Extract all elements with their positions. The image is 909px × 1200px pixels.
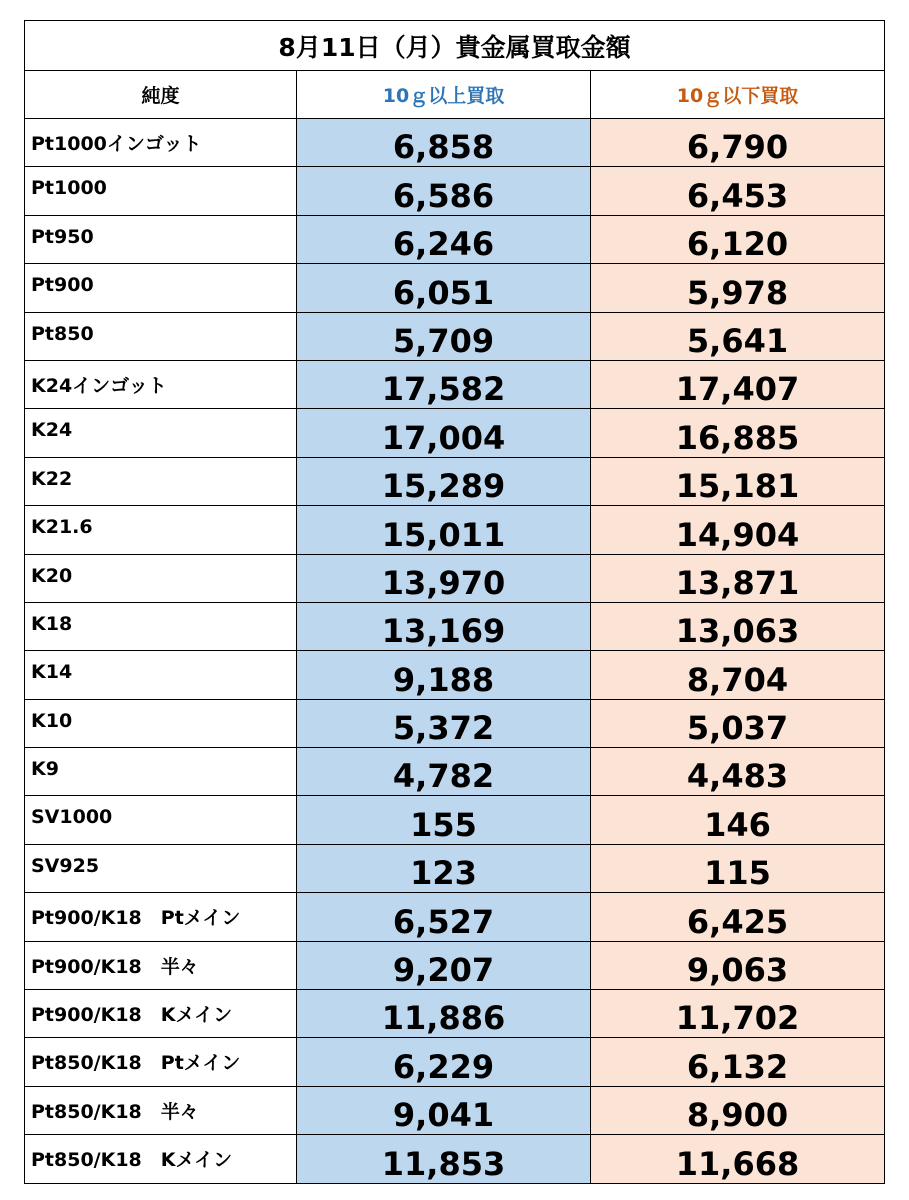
table-row [25, 748, 885, 796]
price-over-10g-cell: 11,886 [297, 990, 591, 1038]
purity-cell: Pt850/K18 Kメイン [25, 1135, 297, 1183]
price-under-10g-cell: 4,483 [591, 748, 885, 796]
purity-cell: Pt950 [25, 215, 297, 263]
table-body [25, 119, 885, 1184]
purity-cell: K18 [25, 602, 297, 650]
table-row [25, 990, 885, 1038]
price-under-10g-cell: 146 [591, 796, 885, 844]
price-over-10g-cell: 15,011 [297, 506, 591, 554]
price-under-10g-cell: 15,181 [591, 457, 885, 505]
table-row [25, 360, 885, 408]
purity-cell: Pt900/K18 Kメイン [25, 990, 297, 1038]
price-table [24, 20, 885, 1184]
table-row [25, 119, 885, 167]
price-under-10g-cell: 5,641 [591, 312, 885, 360]
table-row [25, 215, 885, 263]
price-under-10g-cell: 6,425 [591, 893, 885, 941]
price-under-10g-cell: 11,702 [591, 990, 885, 1038]
price-over-10g-cell: 155 [297, 796, 591, 844]
table-row [25, 941, 885, 989]
price-over-10g-cell: 6,586 [297, 167, 591, 215]
table-row [25, 699, 885, 747]
table-row [25, 651, 885, 699]
header-under-10g: 10ｇ以下買取 [591, 71, 885, 119]
price-over-10g-cell: 6,527 [297, 893, 591, 941]
table-row [25, 796, 885, 844]
purity-cell: Pt1000 [25, 167, 297, 215]
table-row [25, 409, 885, 457]
price-over-10g-cell: 17,004 [297, 409, 591, 457]
purity-cell: Pt900 [25, 264, 297, 312]
purity-cell: Pt900/K18 Ptメイン [25, 893, 297, 941]
header-purity: 純度 [25, 71, 297, 119]
purity-cell: K24 [25, 409, 297, 457]
price-under-10g-cell: 6,132 [591, 1038, 885, 1086]
price-under-10g-cell: 8,704 [591, 651, 885, 699]
price-under-10g-cell: 6,790 [591, 119, 885, 167]
price-under-10g-cell: 9,063 [591, 941, 885, 989]
price-under-10g-cell: 14,904 [591, 506, 885, 554]
price-under-10g-cell: 17,407 [591, 360, 885, 408]
table-row [25, 602, 885, 650]
price-over-10g-cell: 15,289 [297, 457, 591, 505]
price-under-10g-cell: 5,037 [591, 699, 885, 747]
table-row [25, 457, 885, 505]
price-under-10g-cell: 115 [591, 844, 885, 892]
table-row [25, 1135, 885, 1183]
price-over-10g-cell: 123 [297, 844, 591, 892]
price-over-10g-cell: 9,041 [297, 1086, 591, 1134]
table-row [25, 264, 885, 312]
table-row [25, 554, 885, 602]
purity-cell: K22 [25, 457, 297, 505]
price-over-10g-cell: 9,207 [297, 941, 591, 989]
header-over-10g: 10ｇ以上買取 [297, 71, 591, 119]
price-under-10g-cell: 13,871 [591, 554, 885, 602]
purity-cell: K20 [25, 554, 297, 602]
price-under-10g-cell: 16,885 [591, 409, 885, 457]
price-over-10g-cell: 4,782 [297, 748, 591, 796]
purity-cell: K21.6 [25, 506, 297, 554]
price-under-10g-cell: 6,120 [591, 215, 885, 263]
price-under-10g-cell: 5,978 [591, 264, 885, 312]
purity-cell: Pt850/K18 半々 [25, 1086, 297, 1134]
price-under-10g-cell: 11,668 [591, 1135, 885, 1183]
table-title: 8月11日（月）貴金属買取金額 [25, 21, 885, 71]
price-under-10g-cell: 6,453 [591, 167, 885, 215]
price-under-10g-cell: 8,900 [591, 1086, 885, 1134]
price-under-10g-cell: 13,063 [591, 602, 885, 650]
purity-cell: K9 [25, 748, 297, 796]
price-over-10g-cell: 6,051 [297, 264, 591, 312]
price-over-10g-cell: 11,853 [297, 1135, 591, 1183]
purity-cell: Pt1000インゴット [25, 119, 297, 167]
purity-cell: Pt850 [25, 312, 297, 360]
price-over-10g-cell: 5,709 [297, 312, 591, 360]
table-row [25, 312, 885, 360]
purity-cell: SV925 [25, 844, 297, 892]
purity-cell: K14 [25, 651, 297, 699]
price-over-10g-cell: 6,858 [297, 119, 591, 167]
header-row [25, 71, 885, 119]
price-over-10g-cell: 5,372 [297, 699, 591, 747]
purity-cell: K24インゴット [25, 360, 297, 408]
price-over-10g-cell: 6,229 [297, 1038, 591, 1086]
price-over-10g-cell: 13,970 [297, 554, 591, 602]
price-over-10g-cell: 9,188 [297, 651, 591, 699]
purity-cell: Pt850/K18 Ptメイン [25, 1038, 297, 1086]
table-row [25, 844, 885, 892]
purity-cell: SV1000 [25, 796, 297, 844]
table-row [25, 1086, 885, 1134]
table-row [25, 167, 885, 215]
purity-cell: Pt900/K18 半々 [25, 941, 297, 989]
price-over-10g-cell: 17,582 [297, 360, 591, 408]
purity-cell: K10 [25, 699, 297, 747]
table-row [25, 893, 885, 941]
price-over-10g-cell: 13,169 [297, 602, 591, 650]
table-row [25, 506, 885, 554]
table-row [25, 1038, 885, 1086]
price-over-10g-cell: 6,246 [297, 215, 591, 263]
